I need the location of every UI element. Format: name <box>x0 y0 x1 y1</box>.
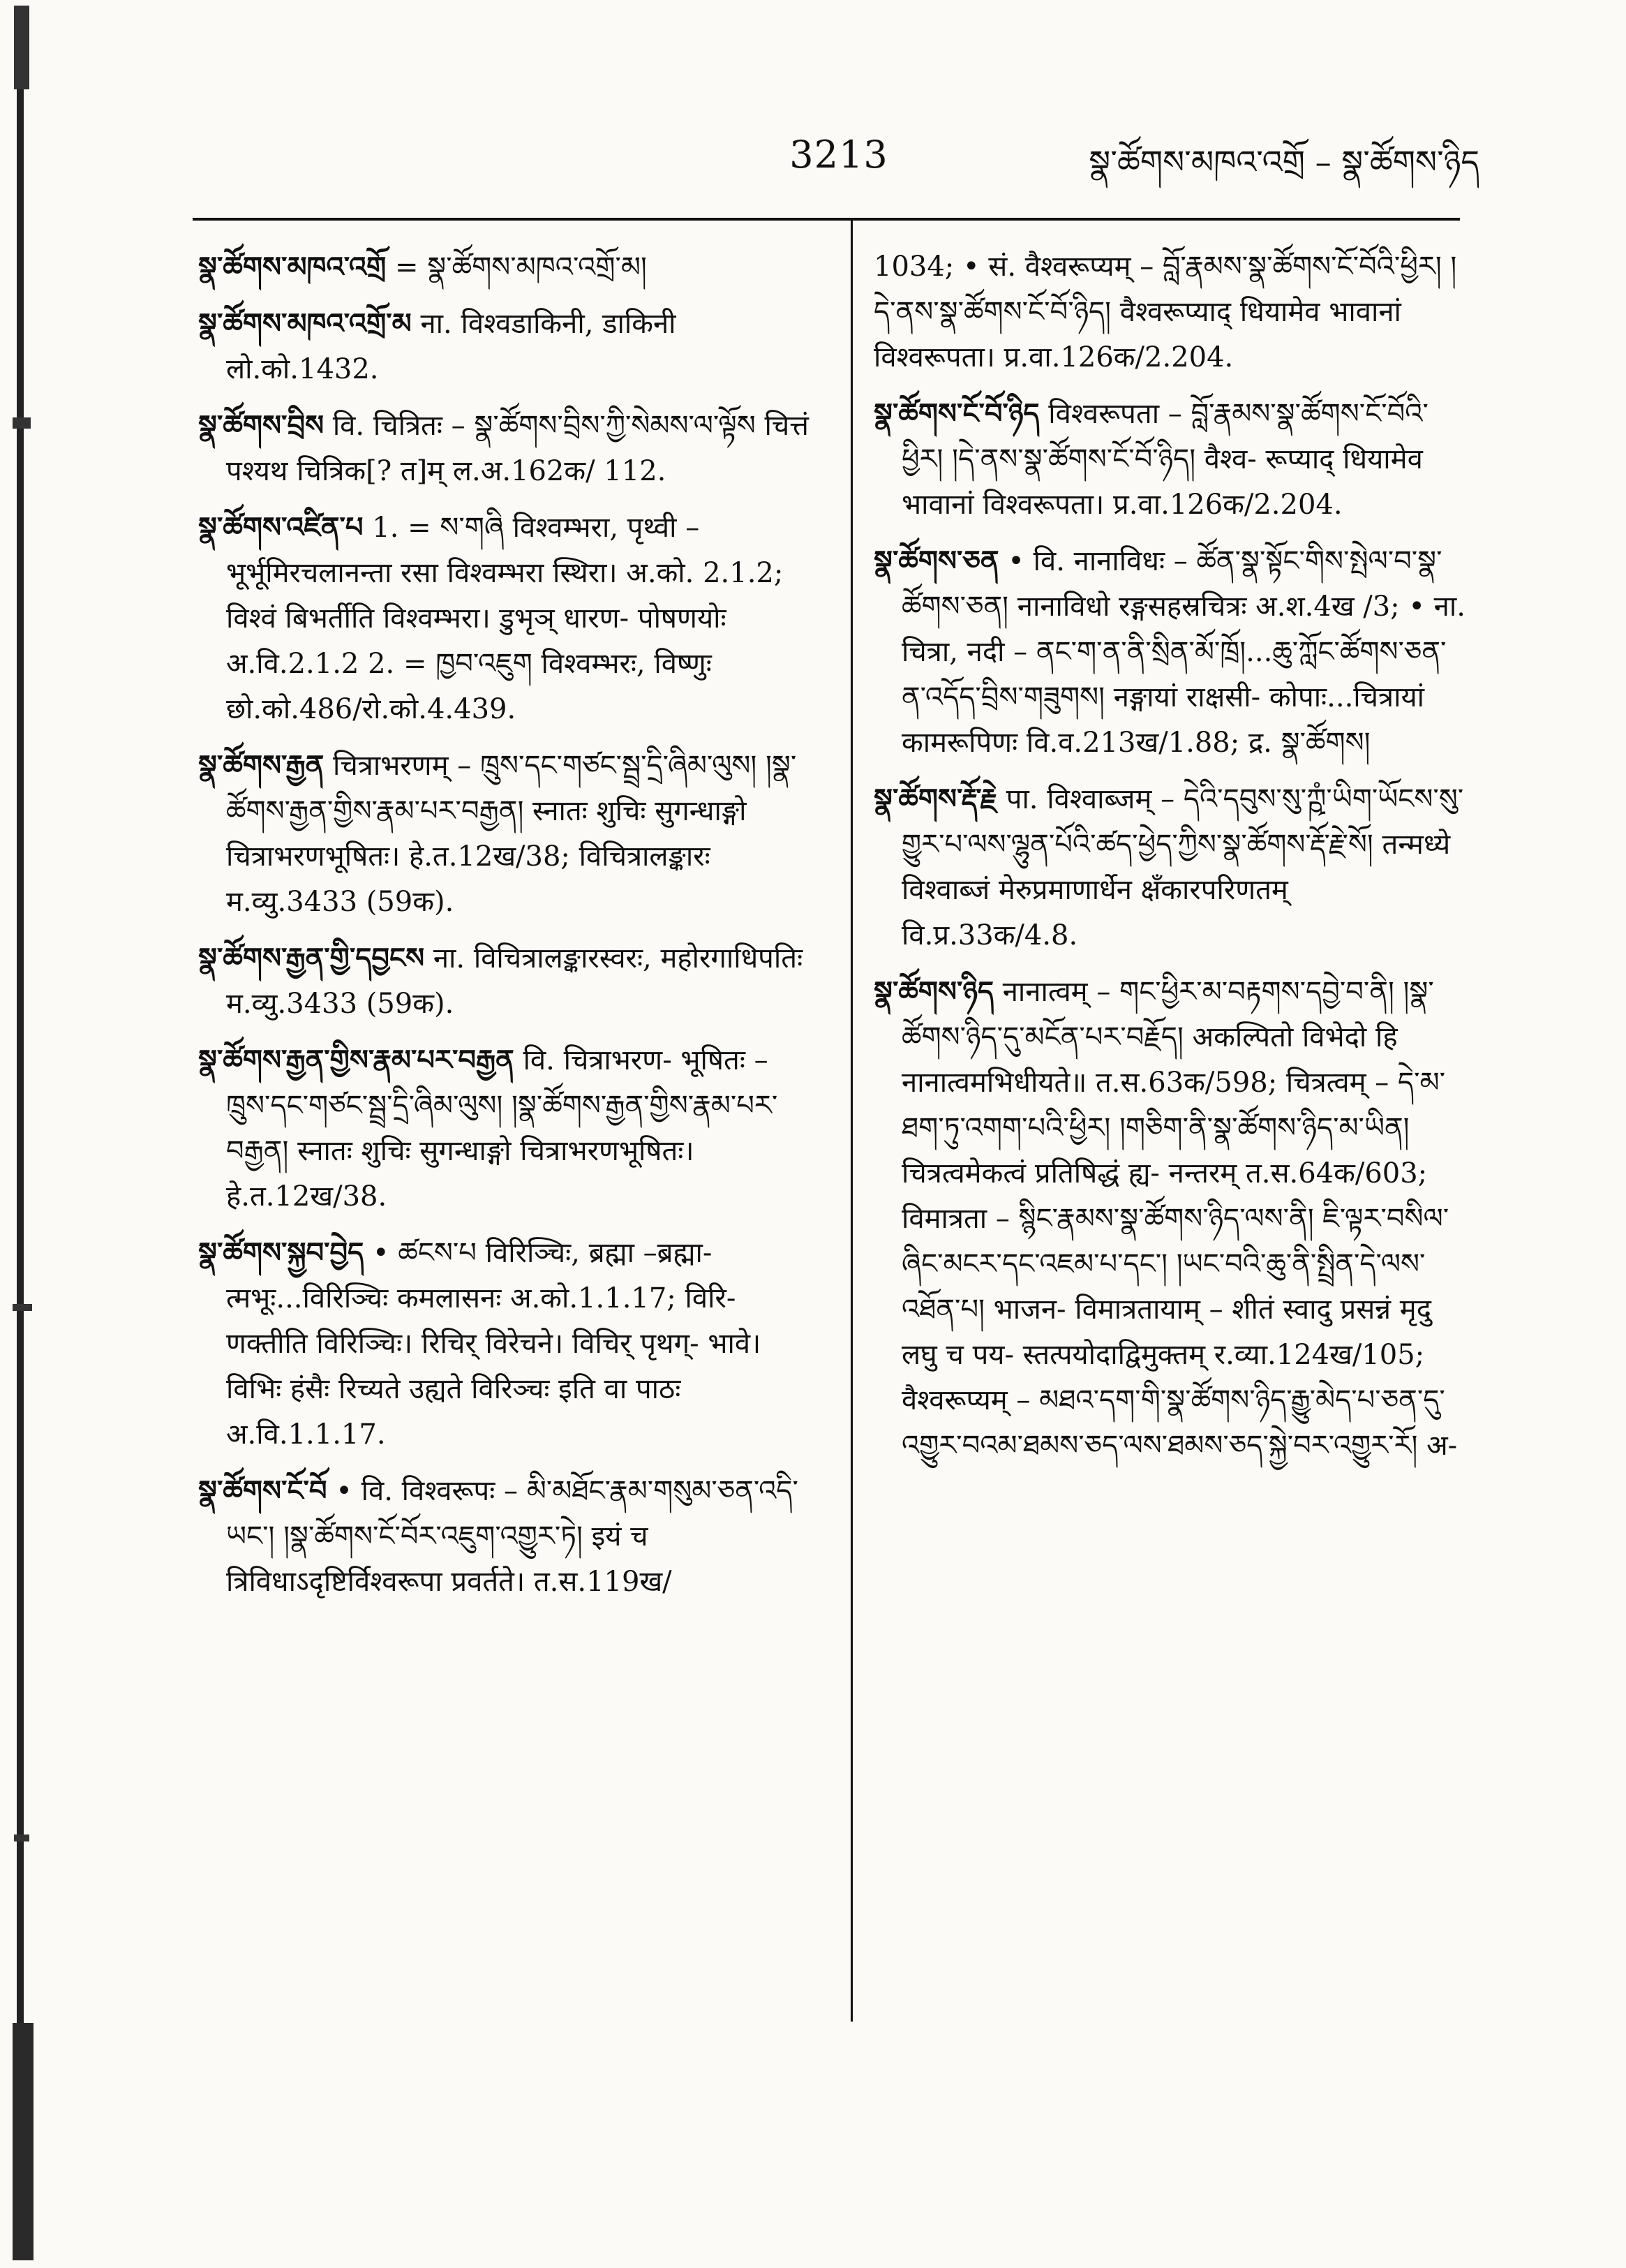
dictionary-entry <box>198 935 812 1027</box>
dictionary-entry <box>198 1037 812 1220</box>
entry-headword: སྣ་ཚོགས་སྐྱབ་བྱེད <box>198 1236 364 1269</box>
right-column <box>874 244 1468 1479</box>
entry-body: 1034; • सं. वैश्वरूप्यम् – བློ་རྣམས་སྣ་ཚོགས་ངོ་བོའི་ཕྱིར། །དེ་ནས་སྣ་ཚོགས་ངོ་བོ་ཉིད། वैश्वरूप्याद् धियामेव भावानां विश्वरूपता। प्र.वा.126क/2.204. <box>874 251 1457 373</box>
entry-headword: སྣ་ཚོགས་ངོ་བོ་ཉིད <box>874 397 1040 430</box>
dictionary-entry <box>198 244 812 290</box>
entry-body: = སྣ་ཚོགས་མཁའ་འགྲོ་མ། <box>395 251 647 283</box>
dictionary-entry <box>198 301 812 392</box>
entry-headword: སྣ་ཚོགས་མཁའ་འགྲོ <box>198 251 387 283</box>
entry-headword: སྣ་ཚོགས་ཉིད <box>874 975 994 1008</box>
running-head: སྣ་ཚོགས་མཁའ་འགྲོ – སྣ་ཚོགས་ཉིད <box>1089 143 1479 181</box>
dictionary-entry <box>198 1230 812 1458</box>
scan-binding-edge <box>13 6 36 2260</box>
entry-body: विश्वरूपता – བློ་རྣམས་སྣ་ཚོགས་ངོ་བོའི་ཕྱིར། །དེ་ནས་སྣ་ཚོགས་ངོ་བོ་ཉིད། वैश्व- रूप्याद् धियामेव भावानां विश्वरूपता। प्र.वा.126क/2.204. <box>902 398 1429 521</box>
entry-body: वि. चित्रितः – སྣ་ཚོགས་བྲིས་ཀྱི་སེམས་ལ་ལྟོས चित्तं पश्यथ चित्रिक[? त]म् ल.अ.162क/ 112. <box>226 410 809 487</box>
entry-headword: སྣ་ཚོགས་འཛིན་པ <box>198 511 364 544</box>
entry-headword: སྣ་ཚོགས་རྒྱན་གྱིས་རྣམ་པར་བརྒྱན <box>198 1044 514 1076</box>
entry-headword: སྣ་ཚོགས་རྒྱན་གྱི་དབྱངས <box>198 942 425 974</box>
entry-body: ना. विचित्रालङ्कारस्वरः, महोरगाधिपतिः म.व्यु.3433 (59क). <box>226 942 803 1020</box>
entry-headword: སྣ་ཚོགས་རྒྱན <box>198 749 325 782</box>
entry-headword: སྣ་ཚོགས་ཅན <box>874 544 999 577</box>
entry-body: ना. विश्वडाकिनी, डाकिनी लो.को.1432. <box>226 308 676 385</box>
dictionary-entry <box>198 505 812 732</box>
dictionary-entry <box>874 776 1468 958</box>
entry-body: पा. विश्वाब्जम् – དེའི་དབུས་སུ་ཀྵཾ་ཡིག་ཡོངས་སུ་གྱུར་པ་ལས་ལྷུན་པོའི་ཚད་ཕྱེད་ཀྱིས་སྣ་ཚོགས་རྡོ་རྗེ་སོ། तन्मध्ये विश्वाब्जं मेरुप्रमाणार्धेन क्षँकारपरिणतम् वि.प्र.33क/4.8. <box>902 783 1464 951</box>
dictionary-entry <box>874 969 1468 1469</box>
column-divider <box>851 221 853 2022</box>
left-column <box>198 244 812 1615</box>
dictionary-entry <box>198 743 812 925</box>
entry-headword: སྣ་ཚོགས་ངོ་བོ <box>198 1474 327 1507</box>
entry-headword: སྣ་ཚོགས་བྲིས <box>198 409 325 442</box>
entry-headword: སྣ་ཚོགས་མཁའ་འགྲོ་མ <box>198 307 412 340</box>
dictionary-entry <box>874 538 1468 766</box>
dictionary-entry <box>198 1468 812 1605</box>
entry-body: वि. चित्राभरण- भूषितः – ཁྲུས་དང་གཙང་སྦྲ་དྲི་ཞིམ་ལུས། །སྣ་ཚོགས་རྒྱན་གྱིས་རྣམ་པར་བརྒྱན། स्नातः शुचिः सुगन्धाङ्गो चित्राभरणभूषितः। हे.त.12ख/38. <box>226 1044 778 1213</box>
entry-body: • वि. विश्वरूपः – མི་མཐོང་རྣམ་གསུམ་ཅན་འདི་ཡང་། །སྣ་ཚོགས་ངོ་བོར་འཇུག་འགྱུར་ཏེ། इयं च त्रिविधाऽदृष्टिर्विश्वरूपा प्रवर्तते। त.स.119ख/ <box>226 1475 798 1598</box>
entry-body: नानात्वम् – གང་ཕྱིར་མ་བརྟགས་དབྱེ་བ་ནི། །སྣ་ཚོགས་ཉིད་དུ་མངོན་པར་བརྗོད། अकल्पितो विभेदो हि नानात्वमभिधीयते॥ त.स.63क/598; चित्रत्वम् – དེ་མ་ཐག་ཏུ་འགག་པའི་ཕྱིར། །གཅིག་ནི་སྣ་ཚོགས་ཉིད་མ་ཡིན། चित्रत्वमेकत्वं प्रतिषिद्धं ह्य- नन्तरम् त.स.64क/603; विमात्रता – སྙིང་རྣམས་སྣ་ཚོགས་ཉིད་ལས་ནི། ཇི་ལྟར་བསིལ་ཞིང་མངར་དང་འཇམ་པ་དང་། །ཡང་བའི་ཆུ་ནི་སྤྲིན་དེ་ལས་འཐོན་པ། भाजन- विमात्रतायाम् – शीतं स्वादु प्रसन्नं मृदु लघु च पय- स्तत्पयोदाद्विमुक्तम् र.व्या.124ख/105; वैश्वरूप्यम् – མཐའ་དག་གི་སྣ་ཚོགས་ཉིད་རྒྱུ་མེད་པ་ཅན་དུ་འགྱུར་བའམ་ཐམས་ཅད་ལས་ཐམས་ཅད་སྐྱེ་བར་འགྱུར་རོ། अ- <box>902 976 1458 1462</box>
entry-body: चित्राभरणम् – ཁྲུས་དང་གཙང་སྦྲ་དྲི་ཞིམ་ལུས། །སྣ་ཚོགས་རྒྱན་གྱིས་རྣམ་པར་བརྒྱན། स्नातः शुचिः सुगन्धाङ्गो चित्राभरणभूषितः। हे.त.12ख/38; विचित्रालङ्कारः म.व्यु.3433 (59क). <box>226 750 797 918</box>
entry-body: • ཚངས་པ विरिञ्चिः, ब्रह्मा –ब्रह्मा- त्मभूः...विरिञ्चिः कमलासनः अ.को.1.1.17; विरि- णक्तीति विरिञ्चिः। रिचिर् विरेचने। विचिर् पृथग्- भावे। विभिः हंसैः रिच्यते उह्यते विरिञ्चः इति वा पाठः अ.वि.1.1.17. <box>226 1237 761 1451</box>
header-rule <box>193 218 1460 221</box>
entry-body: 1. = ས་གཞི विश्वम्भरा, पृथ्वी – भूर्भूमिरचलानन्ता रसा विश्वम्भरा स्थिरा। अ.को. 2.1.2; विश्वं बिभर्तीति विश्वम्भरा। डुभृञ् धारण- पोषणयोः अ.वि.2.1.2 2. = ཁྱབ་འཇུག विश्वम्भरः, विष्णुः छो.को.486/रो.को.4.439. <box>226 512 784 725</box>
page-number: 3213 <box>789 133 888 177</box>
entry-body: • वि. नानाविधः – ཚོན་སྣ་སྟོང་གིས་སྤེལ་བ་སྣ་ཚོགས་ཅན། नानाविधो रङ्गसहस्रचित्रः अ.श.4ख /3; • ना. चित्रा, नदी – ནང་ག་ན་ནི་སྲིན་མོ་ཁྲོ།...ཆུ་ཀློང་ཚོགས་ཅན་ན་འདོད་བྲིས་གཟུགས། नङ्गायां राक्षसी- कोपाः...चित्रायां कामरूपिणः वि.व.213ख/1.88; द्र. སྣ་ཚོགས། <box>902 545 1465 759</box>
dictionary-entry <box>874 391 1468 528</box>
entry-headword: སྣ་ཚོགས་རྡོ་རྗེ <box>874 783 997 815</box>
dictionary-entry <box>198 403 812 494</box>
dictionary-entry-continuation <box>874 244 1468 380</box>
